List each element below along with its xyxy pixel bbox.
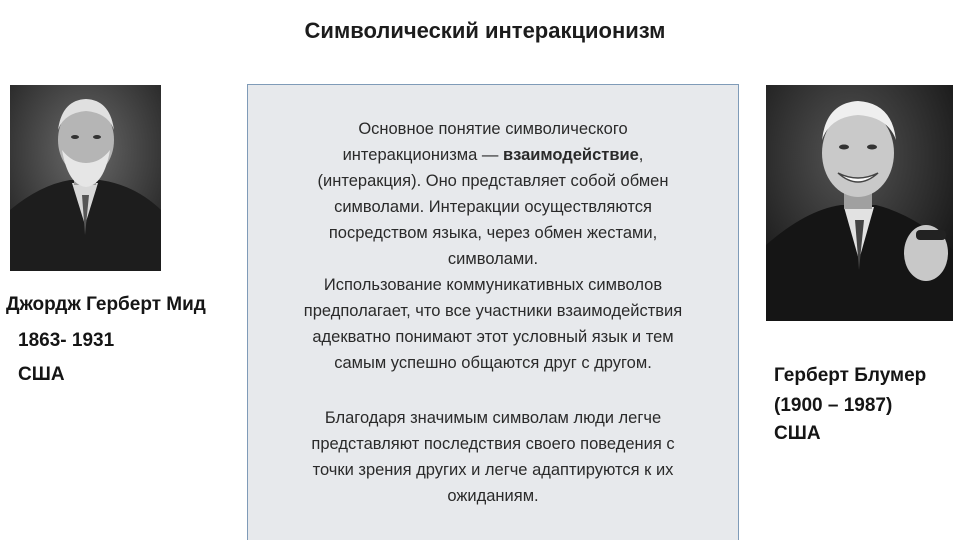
portrait-photo-icon [766,85,953,321]
text-line [248,142,738,168]
key-term: взаимодействие [502,146,639,164]
right-person-years: (1900 – 1987) [774,395,893,416]
text-line: посредством языка, через обмен жестами, [328,224,658,242]
text-line: символами. Интеракции осуществляются [334,198,652,216]
paragraph-significant-symbols [248,405,738,509]
left-person-name: Джордж Герберт Мид [6,294,206,315]
text-line: адекватно понимают этот условный язык и тем [312,328,674,346]
right-person-name: Герберт Блумер [774,365,927,386]
slide-title: Символический интеракционизм [304,18,666,43]
right-person-country: США [774,423,821,444]
text-line: ожиданиям. [447,487,539,505]
paragraph-symbols-usage [248,272,738,376]
text-line: символами. [447,250,539,268]
portrait-photo-icon [10,85,161,271]
text-line: Основное понятие символического [358,120,628,138]
text-line: предполагает, что все участники взаимодействия [303,302,683,320]
text-line: (интеракция). Оно представляет собой обмен [317,172,669,190]
description-textbox [247,84,739,540]
paragraph-main-concept [248,116,738,272]
left-portrait-photo [10,85,161,271]
text-fragment: , [638,146,644,164]
text-line: точки зрения других и легче адаптируются к их [312,461,674,479]
text-line: самым успешно общаются друг с другом. [334,354,652,372]
text-line: представляют последствия своего поведения с [311,435,675,453]
right-portrait-photo [766,85,953,321]
text-line: Благодаря значимым символам люди легче [324,409,662,427]
left-person-years: 1863- 1931 [18,330,115,351]
text-line: Использование коммуникативных символов [323,276,663,294]
left-person-country: США [18,364,65,385]
text-fragment: интеракционизма — [342,146,503,164]
